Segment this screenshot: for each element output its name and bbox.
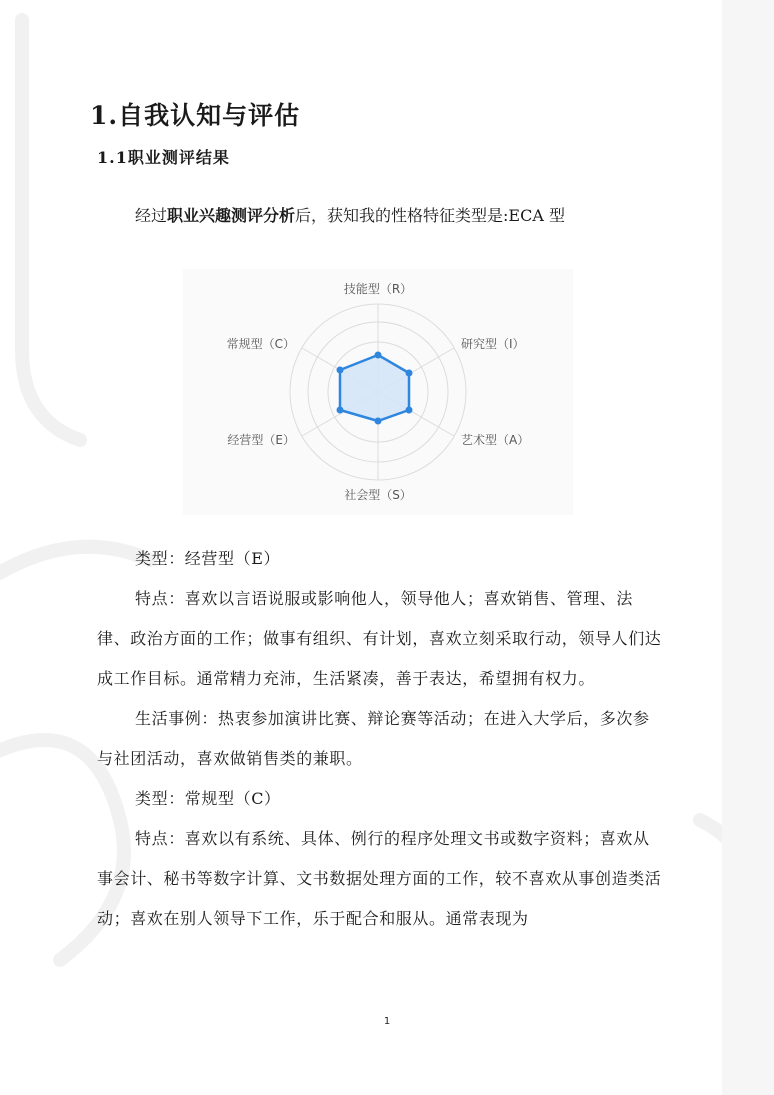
radar-point-s [375, 418, 382, 425]
intro-suffix: 后，获知我的性格特征类型是:ECA 型 [295, 206, 565, 225]
radar-point-e [337, 407, 344, 414]
paragraph-traits-e: 特点：喜欢以言语说服或影响他人，领导他人；喜欢销售、管理、法律、政治方面的工作；做事有组织、有计划，喜欢立刻采取行动，领导人们达成工作目标。通常精力充沛，生活紧凑，善于表达，希望拥有权力。 [97, 589, 662, 688]
intro-paragraph [135, 203, 565, 226]
paragraph-traits-c: 特点：喜欢以有系统、具体、例行的程序处理文书或数字资料；喜欢从事会计、秘书等数字计算、文书数据处理方面的工作，较不喜欢从事创造类活动；喜欢在别人领导下工作，乐于配合和服从。通常表现为 [97, 829, 662, 928]
radar-label-s: 社会型（S） [344, 488, 412, 502]
radar-point-i [406, 370, 413, 377]
page-number: 1 [383, 1016, 391, 1027]
radar-label-c: 常规型（C） [226, 337, 295, 351]
radar-svg [183, 269, 573, 515]
heading-1: 1.自我认知与评估 [90, 101, 301, 130]
intro-emphasis: 职业兴趣测评分析 [167, 206, 296, 225]
paragraph-type-c: 类型：常规型（C） [135, 789, 281, 808]
radar-label-a: 艺术型（A） [461, 433, 530, 447]
paragraph-type-e: 类型：经营型（E） [135, 549, 281, 568]
radar-point-c [337, 367, 344, 374]
radar-label-r: 技能型（R） [343, 282, 413, 296]
paragraph-example-e: 生活事例：热衷参加演讲比赛、辩论赛等活动；在进入大学后，多次参与社团活动，喜欢做销售类的兼职。 [97, 709, 650, 768]
radar-label-e: 经营型（E） [227, 433, 295, 447]
intro-prefix: 经过 [135, 206, 168, 225]
radar-series-area [340, 355, 409, 421]
radar-point-r [375, 352, 382, 359]
body-text [97, 539, 662, 939]
radar-chart [183, 269, 573, 515]
radar-point-a [406, 407, 413, 414]
heading-2: 1.1职业测评结果 [97, 148, 230, 167]
radar-label-i: 研究型（I） [461, 337, 525, 351]
